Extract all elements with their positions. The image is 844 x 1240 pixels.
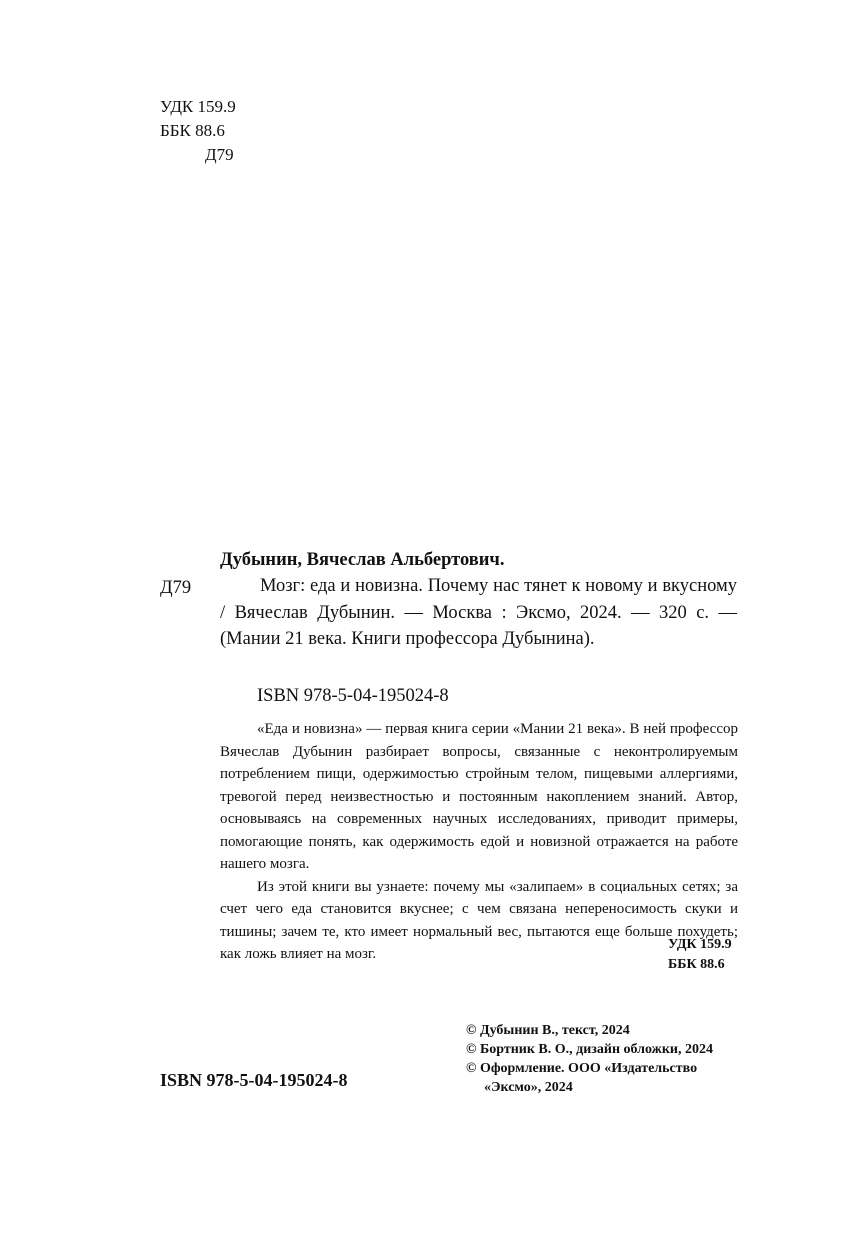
bbk-code: ББК 88.6 — [160, 121, 225, 140]
annotation-paragraph-2: Из этой книги вы узнаете: почему мы «залипаем» в социальных сетях; за счет чего еда становится вкуснее; с чем связана непереносимость скуки и тишины; зачем те, кто имеет нормальный вес, пытаются еще больше похудеть; как ложь влияет на мозг. — [220, 878, 738, 962]
annotation-paragraph-1: «Еда и новизна» — первая книга серии «Мании 21 века». В ней профессор Вячеслав Дубынин разбирает вопросы, связанные с неконтролируемым потреблением пищи, одержимостью стройным телом, пищевыми аллергиями, тревогой перед неизвестностью и постоянным накоплением знаний. Автор, основываясь на современных научных исследованиях, приводит примеры, помогающие понять, как одержимость едой и новизной отражается на работе нашего мозга. — [220, 721, 738, 872]
classification-codes — [160, 95, 236, 167]
copyright-line: © Оформление. ООО «Издательство «Эксмо», 2024 — [466, 1061, 698, 1095]
copyright-line: © Бортник В. О., дизайн обложки, 2024 — [466, 1042, 713, 1057]
author-heading: Дубынин, Вячеслав Альбертович. — [220, 550, 505, 570]
footer-classification-codes — [668, 935, 732, 975]
footer-udk-code: УДК 159.9 — [668, 937, 732, 952]
footer-bbk-code: ББК 88.6 — [668, 957, 725, 972]
copyright-block — [466, 1021, 756, 1097]
annotation — [220, 718, 738, 966]
copyright-line: © Дубынин В., текст, 2024 — [466, 1023, 630, 1038]
entry-author-mark: Д79 — [160, 578, 192, 598]
footer-isbn: ISBN 978-5-04-195024-8 — [160, 1070, 348, 1090]
udk-code: УДК 159.9 — [160, 97, 236, 116]
bibliographic-description: Мозг: еда и новизна. Почему нас тянет к новому и вкусному / Вячеслав Дубынин. — Москва : Эксмо, 2024. — 320 с. — (Мании 21 века. Книги профессора Дубынина). — [220, 576, 737, 649]
author-mark: Д79 — [205, 145, 234, 164]
entry-isbn: ISBN 978-5-04-195024-8 — [257, 686, 449, 706]
